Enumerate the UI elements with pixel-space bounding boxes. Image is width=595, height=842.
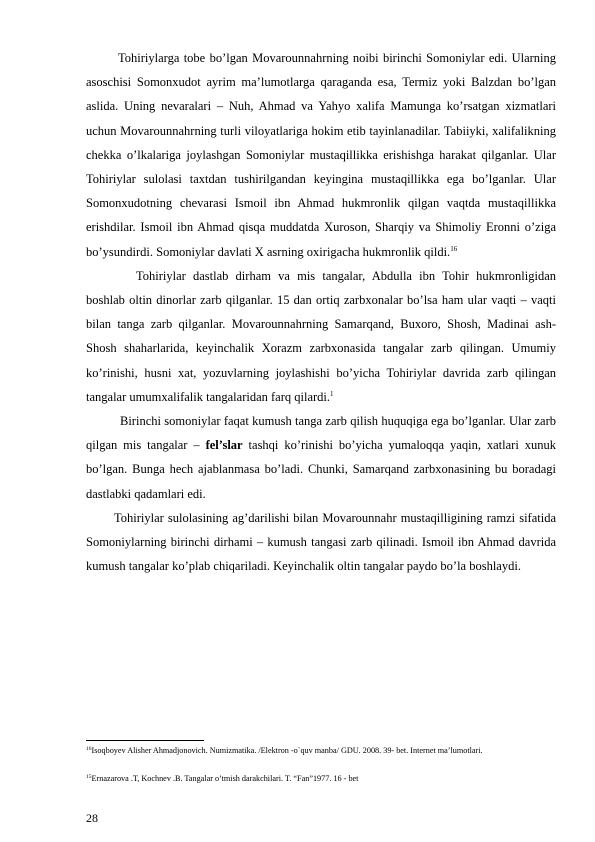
paragraph-tohiriylar-coins: [86, 264, 556, 409]
paragraph-first-somoniylar: [86, 409, 556, 506]
page-number: 28: [86, 811, 98, 825]
footnote-number: 15: [86, 774, 92, 780]
footnote-15: [86, 773, 556, 784]
term-felslar: fel’slar: [205, 438, 243, 453]
footnote-16: [86, 745, 556, 756]
footnote-ref-16[interactable]: 16: [450, 244, 458, 253]
footnote-ref-1[interactable]: 1: [330, 389, 334, 398]
paragraph-text: Tohiriylar dastlab dirham va mis tangalar, Abdulla ibn Tohir hukmronligidan boshlab oltin dinorlar zarb qilganlar. 15 dan ortiq zarbxonalar bo’lsa ham ular vaqti – vaqti bilan tanga zarb qilganlar. Movarounnahrning Samarqand, Buxoro, Shosh, Madinai ash-Shosh shaharlarida, keyinchalik Xorazm zarbxonasida tangalar zarb qilingan. Umumiy ko’rinishi, husni xat, yozuvlarning joylashishi bo’yicha Tohiriylar davrida zarb qilingan tangalar umumxalifalik tangalaridan farq qilardi.: [86, 268, 556, 404]
body-text: [86, 46, 556, 578]
footnote-separator: [86, 740, 204, 741]
paragraph-somoniylar-origin: [86, 46, 556, 264]
paragraph-independence-symbol: [86, 506, 556, 579]
footnotes: [86, 740, 556, 784]
footnote-text: Ernazarova .T, Kochnev .B. Tangalar o’tmish darakchilari. T. “Fan”1977. 16 - bet: [91, 774, 359, 783]
footnote-number: 16: [86, 746, 92, 752]
paragraph-text: Tohiriylarga tobe bo’lgan Movarounnahrning noibi birinchi Somoniylar edi. Ularning asoschisi Somonxudot ayrim ma’lumotlarga qaraganda esa, Termiz yoki Balzdan bo’lgan aslida. Uning nevaralari – Nuh, Ahmad va Yahyo xalifa Mamunga ko’rsatgan xizmatlari uchun Movarounnahrning turli viloyatlariga hokim etib tayinlanadilar. Tabiiyki, xalifalikning chekka o’lkalariga joylashgan Somoniylar mustaqillikka erishishga harakat qilganlar. Ular Tohiriylar sulolasi taxtdan tushirilgandan keyingina mustaqillikka ega bo’lganlar. Ular Somonxudotning chevarasi Ismoil ibn Ahmad hukmronlik qilgan vaqtda mustaqillikka erishdilar. Ismoil ibn Ahmad qisqa muddatda Xuroson, Sharqiy va Shimoliy Eronni o’ziga bo’ysundirdi. Somoniylar davlati X asrning oxirigacha hukmronlik qildi.: [86, 51, 556, 259]
paragraph-text: Tohiriylar sulolasining ag’darilishi bilan Movarounnahr mustaqilligining ramzi sifatida Somoniylarning birinchi dirhami – kumush tangasi zarb qilinadi. Ismoil ibn Ahmad davrida kumush tangalar ko’plab chiqariladi. Keyinchalik oltin tangalar paydo bo’la boshlaydi.: [86, 510, 556, 574]
paragraph-text: tashqi ko’rinishi bo’yicha yumaloqqa yaqin, xatlari xunuk bo’lgan. Bunga hech ajablanmasa bo’ladi. Chunki, Samarqand zarbxonasining bu boradagi dastlabki qadamlari edi.: [86, 438, 556, 501]
footnote-text: Isoqboyev Alisher Ahmadjonovich. Numizmatika. /Elektron -o`quv manba/ GDU. 2008. 39- bet. Internet ma’lumotlari.: [91, 746, 483, 755]
paragraph-text: Birinchi somoniylar faqat kumush tanga zarb qilish huquqiga ega bo’lganlar. Ular zarb qilgan mis tangalar –: [86, 414, 556, 453]
